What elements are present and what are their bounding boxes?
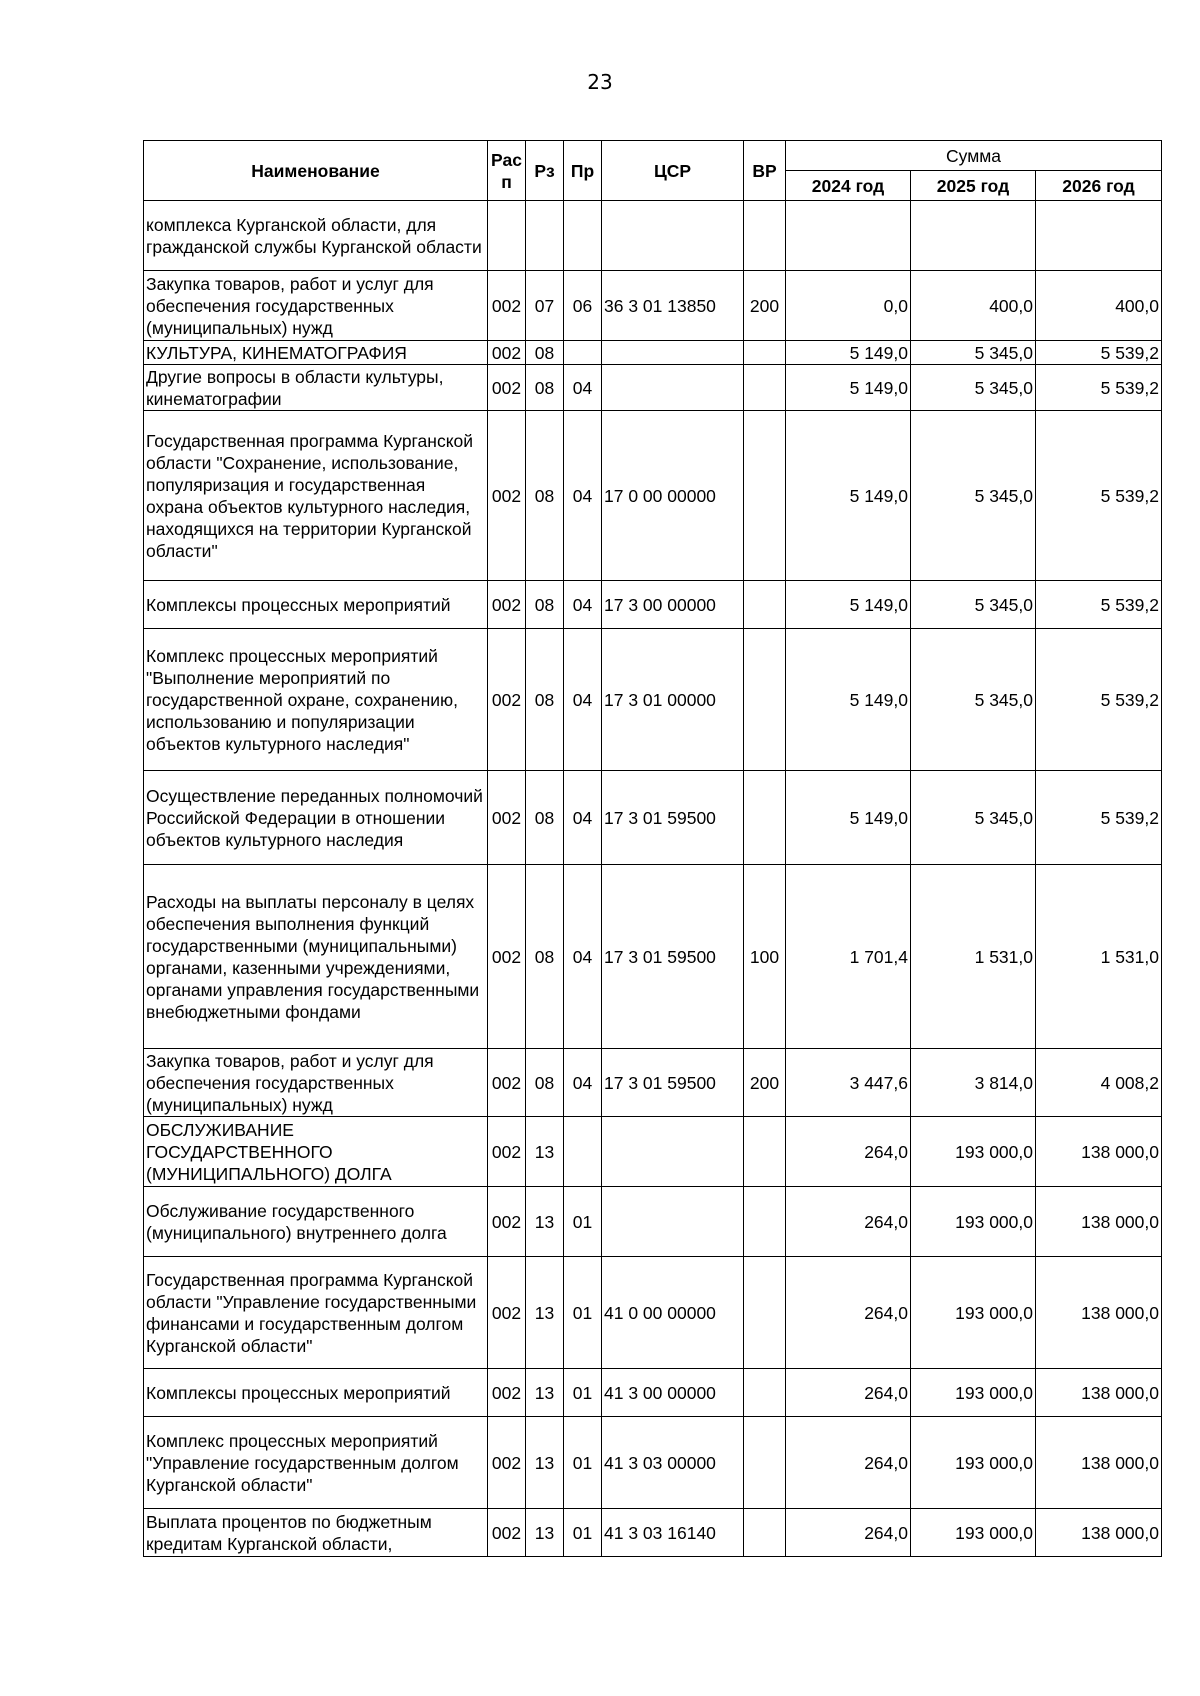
row-csr [602,365,744,411]
row-csr: 17 3 01 59500 [602,1049,744,1117]
row-sum-2026 [1036,201,1162,271]
row-name: КУЛЬТУРА, КИНЕМАТОГРАФИЯ [144,341,488,365]
row-name: Закупка товаров, работ и услуг для обеспечения государственных (муниципальных) нужд [144,1049,488,1117]
row-vr: 100 [744,865,786,1049]
row-vr [744,629,786,771]
row-rz: 08 [526,1049,564,1117]
row-sum-2024: 0,0 [786,271,911,341]
row-rasp [488,201,526,271]
row-vr [744,1509,786,1557]
row-vr: 200 [744,271,786,341]
row-sum-2024: 5 149,0 [786,581,911,629]
row-rz: 08 [526,581,564,629]
row-vr [744,1187,786,1257]
table-row [144,1369,1162,1417]
row-name: Комплекс процессных мероприятий "Выполнение мероприятий по государственной охране, сохранению, использованию и популяризации объектов культурного наследия" [144,629,488,771]
table-row [144,1509,1162,1557]
row-vr: 200 [744,1049,786,1117]
header-pr: Пр [564,141,602,201]
row-sum-2025: 193 000,0 [911,1257,1036,1369]
row-rasp: 002 [488,1369,526,1417]
row-sum-2026: 138 000,0 [1036,1509,1162,1557]
header-vr: ВР [744,141,786,201]
row-name: Другие вопросы в области культуры, кинематографии [144,365,488,411]
row-sum-2024: 5 149,0 [786,629,911,771]
table-row [144,1417,1162,1509]
row-name: ОБСЛУЖИВАНИЕ ГОСУДАРСТВЕННОГО (МУНИЦИПАЛЬНОГО) ДОЛГА [144,1117,488,1187]
row-sum-2024: 3 447,6 [786,1049,911,1117]
row-name: Обслуживание государственного (муниципального) внутреннего долга [144,1187,488,1257]
row-sum-2026: 400,0 [1036,271,1162,341]
row-sum-2026: 138 000,0 [1036,1257,1162,1369]
row-rasp: 002 [488,865,526,1049]
row-vr [744,1417,786,1509]
row-sum-2025: 193 000,0 [911,1187,1036,1257]
table-row [144,201,1162,271]
row-sum-2025: 193 000,0 [911,1509,1036,1557]
row-sum-2024: 264,0 [786,1369,911,1417]
row-sum-2026: 5 539,2 [1036,341,1162,365]
row-csr: 17 0 00 00000 [602,411,744,581]
row-sum-2024: 5 149,0 [786,411,911,581]
header-name: Наименование [144,141,488,201]
row-rz [526,201,564,271]
row-csr: 36 3 01 13850 [602,271,744,341]
row-pr: 06 [564,271,602,341]
row-sum-2026: 5 539,2 [1036,771,1162,865]
table-row [144,1049,1162,1117]
header-year-2026: 2026 год [1036,171,1162,201]
row-rz: 07 [526,271,564,341]
row-name: Комплексы процессных мероприятий [144,1369,488,1417]
row-rasp: 002 [488,365,526,411]
table-row [144,865,1162,1049]
row-rz: 13 [526,1369,564,1417]
row-sum-2025: 193 000,0 [911,1117,1036,1187]
row-name: комплекса Курганской области, для гражданской службы Курганской области [144,201,488,271]
row-csr: 17 3 01 59500 [602,865,744,1049]
row-sum-2025 [911,201,1036,271]
row-name: Государственная программа Курганской области "Управление государственными финансами и государственным долгом Курганской области" [144,1257,488,1369]
row-sum-2025: 5 345,0 [911,341,1036,365]
row-pr: 04 [564,411,602,581]
row-vr [744,341,786,365]
row-sum-2024: 264,0 [786,1417,911,1509]
row-sum-2026: 5 539,2 [1036,365,1162,411]
row-sum-2026: 1 531,0 [1036,865,1162,1049]
row-sum-2025: 3 814,0 [911,1049,1036,1117]
row-name: Выплата процентов по бюджетным кредитам Курганской области, [144,1509,488,1557]
row-vr [744,1117,786,1187]
row-sum-2025: 193 000,0 [911,1369,1036,1417]
row-csr: 41 3 00 00000 [602,1369,744,1417]
row-sum-2026: 4 008,2 [1036,1049,1162,1117]
row-name: Государственная программа Курганской области "Сохранение, использование, популяризация и государственная охрана объектов культурного наследия, находящихся на территории Курганской области" [144,411,488,581]
row-sum-2024: 5 149,0 [786,341,911,365]
table-row [144,1187,1162,1257]
row-sum-2024 [786,201,911,271]
row-name: Расходы на выплаты персоналу в целях обеспечения выполнения функций государственными (муниципальными) органами, казенными учреждениями, органами управления государственными внебюджетными фондами [144,865,488,1049]
row-sum-2026: 5 539,2 [1036,411,1162,581]
row-sum-2025: 400,0 [911,271,1036,341]
row-csr: 17 3 00 00000 [602,581,744,629]
row-pr: 01 [564,1257,602,1369]
row-sum-2025: 193 000,0 [911,1417,1036,1509]
row-vr [744,581,786,629]
row-pr: 04 [564,365,602,411]
row-sum-2025: 5 345,0 [911,771,1036,865]
row-name: Комплексы процессных мероприятий [144,581,488,629]
table-row [144,1257,1162,1369]
row-csr [602,201,744,271]
row-rz: 08 [526,865,564,1049]
table-row [144,581,1162,629]
row-rasp: 002 [488,771,526,865]
row-rasp: 002 [488,1417,526,1509]
page-number: 23 [587,70,613,94]
row-vr [744,1257,786,1369]
row-sum-2025: 1 531,0 [911,865,1036,1049]
row-vr [744,201,786,271]
row-vr [744,771,786,865]
row-sum-2024: 264,0 [786,1509,911,1557]
row-vr [744,365,786,411]
table-row [144,1117,1162,1187]
row-vr [744,1369,786,1417]
row-sum-2024: 264,0 [786,1187,911,1257]
table-row [144,271,1162,341]
row-sum-2024: 5 149,0 [786,771,911,865]
row-rz: 08 [526,365,564,411]
header-rasp: Рас п [488,141,526,201]
row-csr [602,341,744,365]
row-vr [744,411,786,581]
row-sum-2024: 1 701,4 [786,865,911,1049]
table-row [144,771,1162,865]
row-rasp: 002 [488,1187,526,1257]
row-name: Закупка товаров, работ и услуг для обеспечения государственных (муниципальных) нужд [144,271,488,341]
row-rz: 08 [526,771,564,865]
row-sum-2025: 5 345,0 [911,629,1036,771]
header-year-2024: 2024 год [786,171,911,201]
row-pr [564,1117,602,1187]
row-csr [602,1187,744,1257]
row-rz: 13 [526,1509,564,1557]
row-sum-2024: 264,0 [786,1117,911,1187]
table-row [144,365,1162,411]
row-csr: 17 3 01 00000 [602,629,744,771]
row-rasp: 002 [488,1257,526,1369]
row-csr: 17 3 01 59500 [602,771,744,865]
row-rasp: 002 [488,1049,526,1117]
row-pr: 04 [564,629,602,771]
row-sum-2026: 138 000,0 [1036,1187,1162,1257]
row-pr [564,201,602,271]
row-rasp: 002 [488,629,526,771]
row-pr: 01 [564,1187,602,1257]
row-rz: 13 [526,1417,564,1509]
header-year-2025: 2025 год [911,171,1036,201]
row-csr: 41 3 03 00000 [602,1417,744,1509]
row-sum-2025: 5 345,0 [911,365,1036,411]
row-pr: 04 [564,1049,602,1117]
table-row [144,341,1162,365]
row-rz: 08 [526,411,564,581]
row-rz: 08 [526,341,564,365]
row-rasp: 002 [488,581,526,629]
row-sum-2025: 5 345,0 [911,411,1036,581]
row-csr [602,1117,744,1187]
header-csr: ЦСР [602,141,744,201]
row-rasp: 002 [488,411,526,581]
row-sum-2026: 138 000,0 [1036,1369,1162,1417]
table-row [144,411,1162,581]
row-pr: 01 [564,1509,602,1557]
header-summa: Сумма [786,141,1162,171]
row-pr [564,341,602,365]
row-sum-2026: 5 539,2 [1036,581,1162,629]
row-pr: 01 [564,1369,602,1417]
row-sum-2026: 138 000,0 [1036,1417,1162,1509]
row-pr: 04 [564,865,602,1049]
row-name: Осуществление переданных полномочий Российской Федерации в отношении объектов культурного наследия [144,771,488,865]
row-rz: 08 [526,629,564,771]
table-row [144,629,1162,771]
row-sum-2025: 5 345,0 [911,581,1036,629]
header-rz: Рз [526,141,564,201]
row-rasp: 002 [488,271,526,341]
row-sum-2026: 138 000,0 [1036,1117,1162,1187]
row-rasp: 002 [488,1117,526,1187]
row-csr: 41 0 00 00000 [602,1257,744,1369]
row-name: Комплекс процессных мероприятий "Управление государственным долгом Курганской области" [144,1417,488,1509]
budget-table [143,140,1162,1557]
row-pr: 04 [564,581,602,629]
row-rz: 13 [526,1117,564,1187]
row-rz: 13 [526,1257,564,1369]
row-csr: 41 3 03 16140 [602,1509,744,1557]
row-rasp: 002 [488,1509,526,1557]
row-sum-2026: 5 539,2 [1036,629,1162,771]
row-rz: 13 [526,1187,564,1257]
row-pr: 04 [564,771,602,865]
row-sum-2024: 5 149,0 [786,365,911,411]
row-rasp: 002 [488,341,526,365]
row-pr: 01 [564,1417,602,1509]
row-sum-2024: 264,0 [786,1257,911,1369]
